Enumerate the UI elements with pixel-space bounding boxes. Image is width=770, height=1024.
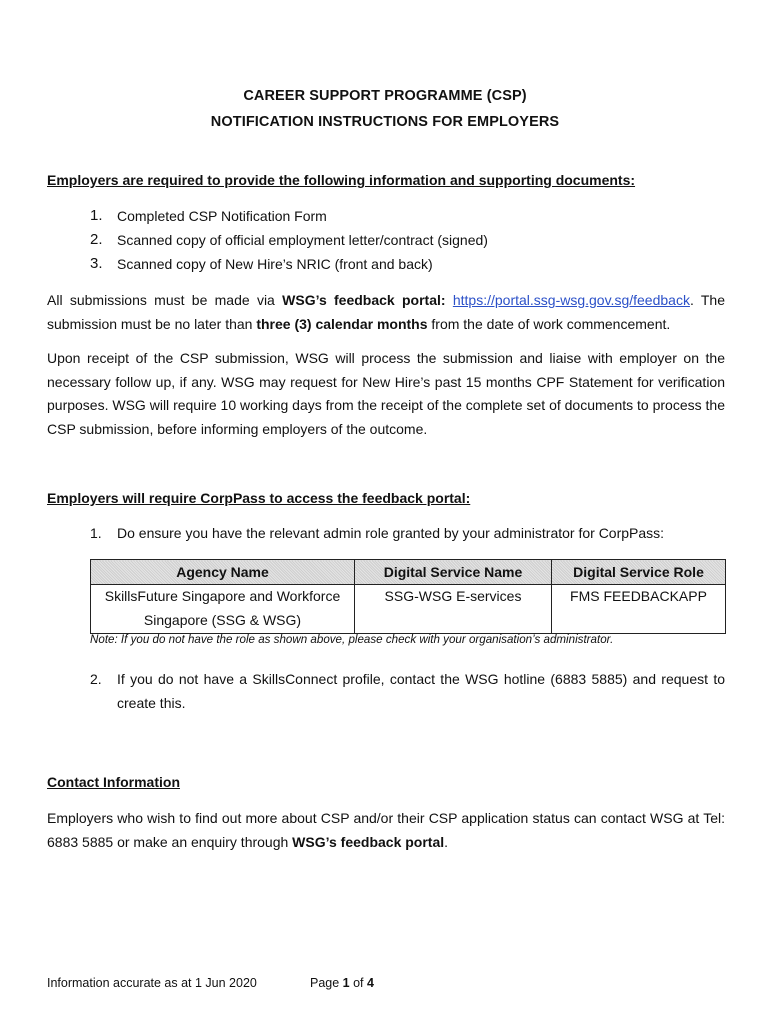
requirements-list <box>90 204 488 276</box>
table-header-service: Digital Service Name <box>355 560 552 585</box>
corppass-item-1 <box>90 522 725 546</box>
text-run: All submissions must be made via <box>47 292 283 308</box>
list-item <box>90 204 488 228</box>
text-run: Employers who wish to find out more about CSP and/or their CSP application status can contact WSG at Tel: 6883 5885 or make an enquiry through <box>47 810 725 850</box>
table-note: Note: If you do not have the role as shown above, please check with your organisation’s administrator. <box>90 633 614 646</box>
list-number: 2. <box>90 671 102 687</box>
list-item <box>90 228 488 252</box>
list-number: 1. <box>90 525 102 541</box>
footer-date: Information accurate as at 1 Jun 2020 <box>47 976 257 990</box>
table-cell-agency: SkillsFuture Singapore and Workforce Singapore (SSG & WSG) <box>91 585 355 634</box>
list-text: Scanned copy of New Hire’s NRIC (front and back) <box>117 256 433 272</box>
document-title: CAREER SUPPORT PROGRAMME (CSP) <box>243 88 527 104</box>
total-pages: 4 <box>367 976 374 990</box>
table-row <box>91 585 726 634</box>
list-text: Scanned copy of official employment letter/contract (signed) <box>117 232 488 248</box>
section-heading-corppass: Employers will require CorpPass to access the feedback portal: <box>47 490 471 506</box>
text-run: . <box>444 833 449 850</box>
list-text: If you do not have a SkillsConnect profile, contact the WSG hotline (6883 5885) and request to create this. <box>117 671 725 711</box>
list-text: Do ensure you have the relevant admin role granted by your administrator for CorpPass: <box>117 525 665 541</box>
page-of: of <box>349 976 367 990</box>
table-header-agency: Agency Name <box>91 560 355 585</box>
page-label: Page <box>310 976 343 990</box>
text-run: . The submission must be no later than <box>47 292 726 332</box>
text-run <box>446 292 453 308</box>
table-header-row <box>91 560 726 585</box>
list-item <box>90 252 488 276</box>
list-number: 2. <box>90 231 103 248</box>
list-text: Completed CSP Notification Form <box>117 208 327 224</box>
current-page: 1 <box>342 976 350 990</box>
processing-paragraph: Upon receipt of the CSP submission, WSG will process the submission and liaise with employer on the necessary follow up, if any. WSG may request for New Hire’s past 15 months CPF Statement for verification purposes. WSG will require 10 working days from the receipt of the complete set of documents to process the CSP submission, before informing employers of the outcome. <box>47 350 725 437</box>
section-heading-contact: Contact Information <box>47 774 180 790</box>
list-number: 1. <box>90 207 103 224</box>
submission-paragraph <box>47 289 725 336</box>
list-number: 3. <box>90 255 103 272</box>
document-subtitle: NOTIFICATION INSTRUCTIONS FOR EMPLOYERS <box>210 114 560 130</box>
section-heading-requirements: Employers are required to provide the following information and supporting documents: <box>47 172 636 188</box>
page-number <box>310 976 374 990</box>
feedback-portal-link[interactable]: https://portal.ssg-wsg.gov.sg/feedback <box>452 292 690 308</box>
table-cell-role: FMS FEEDBACKAPP <box>552 585 726 634</box>
table-cell-service: SSG-WSG E-services <box>355 585 552 634</box>
corppass-role-table <box>90 559 726 634</box>
table-header-role: Digital Service Role <box>552 560 726 585</box>
deadline-text: three (3) calendar months <box>256 315 428 332</box>
contact-paragraph <box>47 807 725 854</box>
portal-name: WSG’s feedback portal <box>292 833 445 850</box>
corppass-item-2 <box>90 668 725 715</box>
text-run: from the date of work commencement. <box>427 315 671 332</box>
portal-name: WSG’s feedback portal: <box>282 292 446 308</box>
